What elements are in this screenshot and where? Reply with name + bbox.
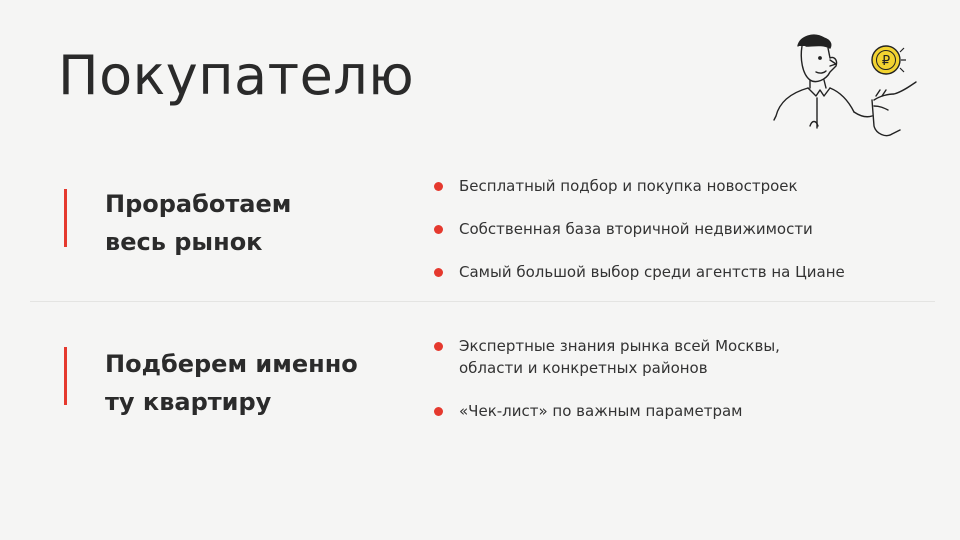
slide-title: Покупателю (58, 44, 415, 107)
section-divider (30, 301, 935, 302)
man-with-coin-illustration (770, 30, 920, 145)
section-heading-line: ту квартиру (105, 388, 272, 416)
bullet-dot-icon (434, 225, 443, 234)
list-item (434, 337, 814, 379)
bullet-dot-icon (434, 268, 443, 277)
list-item (434, 402, 894, 422)
section-heading-line: весь рынок (105, 228, 263, 256)
list-item (434, 220, 894, 240)
bullet-dot-icon (434, 407, 443, 416)
bullet-text: Бесплатный подбор и покупка новостроек (459, 177, 798, 195)
section-heading (105, 185, 405, 261)
list-item (434, 177, 894, 197)
section-heading (105, 345, 405, 421)
section-heading-line: Проработаем (105, 190, 292, 218)
bullet-dot-icon (434, 342, 443, 351)
bullet-text: Самый большой выбор среди агентств на Циане (459, 263, 845, 281)
accent-bar (64, 347, 67, 405)
bullet-text: Собственная база вторичной недвижимости (459, 220, 813, 238)
section-heading-line: Подберем именно (105, 350, 358, 378)
bullet-text: Экспертные знания рынка всей Москвы, области и конкретных районов (459, 337, 780, 377)
bullet-text: «Чек-лист» по важным параметрам (459, 402, 743, 420)
bullet-dot-icon (434, 182, 443, 191)
list-item (434, 263, 894, 283)
accent-bar (64, 189, 67, 247)
ruble-symbol: ₽ (881, 54, 891, 69)
